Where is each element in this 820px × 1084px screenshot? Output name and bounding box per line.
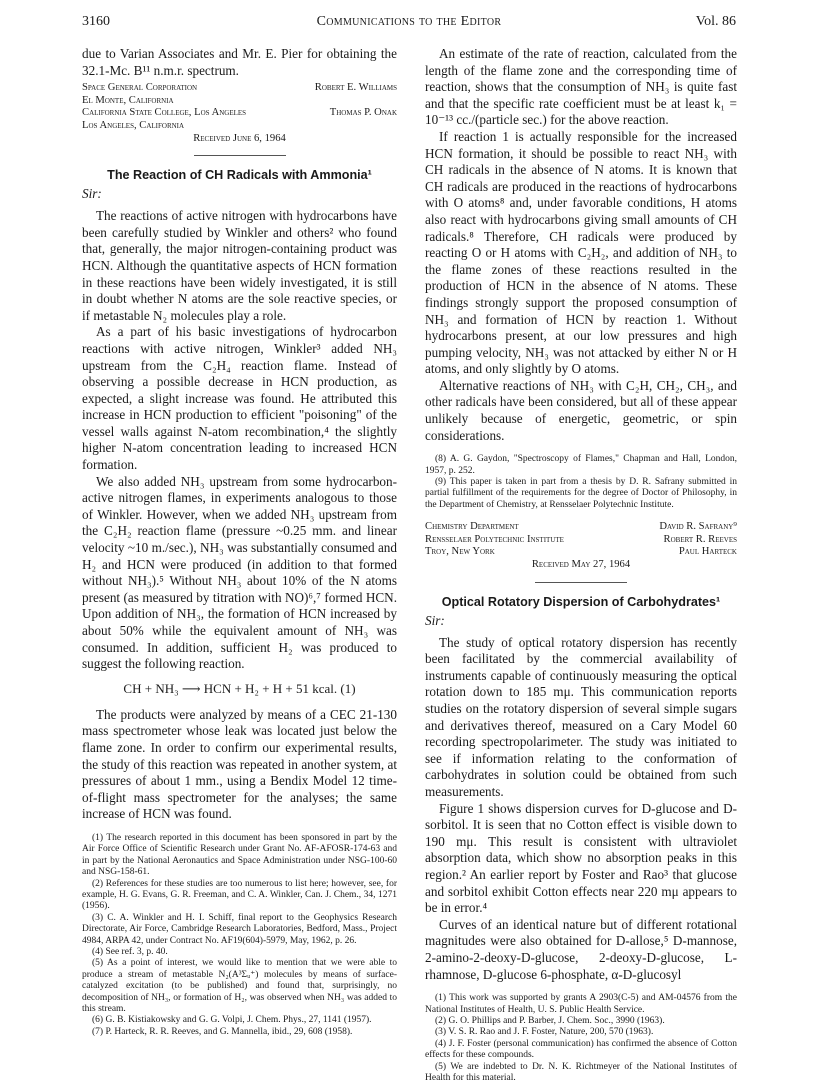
body-paragraph: Alternative reactions of NH₃ with C₂H, CH₂, CH₃, and other radicals have been considered, but all of these appear unlikely because of energetic, geometric, or spin considerations. <box>425 377 737 443</box>
body-paragraph: The study of optical rotatory dispersion has recently been facilitated by the commercial availability of instruments capable of continuously measuring the optical rotation down to 185 mμ. This communication reports studies on the rotatory dispersion of several simple sugars and derivatives thereof, measured on a Cary Model 60 recording spectropolarimeter. The study was initiated to see if information relating to the conformation of carbohydrates in solution could be obtained from such measurements. <box>425 634 737 799</box>
page-header <box>82 14 736 34</box>
footnote: (7) P. Harteck, R. R. Reeves, and G. Mannella, ibid., 29, 608 (1958). <box>92 1026 353 1037</box>
salutation: Sir: <box>82 186 102 202</box>
author-name: Robert E. Williams <box>314 82 397 94</box>
body-paragraph: If reaction 1 is actually responsible for the increased HCN formation, it should be possible to react NH₃ with CH radicals in the absence of N atoms. It is known that CH radicals are produced in the reactions of hydrocarbons with O atoms⁸ and, under favorable conditions, H atoms also react with hydrocarbons giving small amounts of CH radicals.⁸ Therefore, CH radicals were produced by reacting O or H atoms with C₂H₂, and addition of NH₃ to the flame zones of these reactions resulted in the production of HCN in the absence of N atoms. These findings strongly support the proposed consumption of NH₃ and formation of HCN by reaction 1. Without hydrocarbons present, at our low pressures and high pumping velocity, NH₃ was not attacked by either N or H atoms, and only slightly by O atoms. <box>425 128 737 377</box>
footnote: (5) We are indebted to Dr. N. K. Richtmeyer of the National Institutes of Health for this material. <box>425 1061 737 1083</box>
affiliation-block-2 <box>425 521 737 571</box>
affiliation-org: Space General Corporation <box>82 82 198 94</box>
author-name: Robert R. Reeves <box>663 533 737 545</box>
footnote: (3) C. A. Winkler and H. I. Schiff, final report to the Geophysics Research Directorate, Air Force, Cambridge Research Laboratories, Bedford, Mass., Project 4984, ARPA 42, under Contract No. AF19(604)-5979, May, 1962, p. 26. <box>82 912 397 946</box>
footnote: (6) G. B. Kistiakowsky and G. G. Volpi, J. Chem. Phys., 27, 1141 (1957). <box>92 1015 372 1026</box>
footnote: (4) See ref. 3, p. 40. <box>92 947 168 957</box>
affiliation-city: El Monte, California <box>82 94 174 106</box>
page-number: 3160 <box>82 14 110 29</box>
footnote: (8) A. G. Gaydon, "Spectroscopy of Flames," Chapman and Hall, London, 1957, p. 252. <box>425 454 737 476</box>
footnotes <box>82 833 397 1038</box>
footnote: (4) J. F. Foster (personal communication) has confirmed the absence of Cotton effects for these compounds. <box>425 1038 737 1061</box>
section-divider <box>535 582 627 583</box>
left-column <box>82 46 397 1038</box>
acknowledgment-paragraph: due to Varian Associates and Mr. E. Pier for obtaining the 32.1-Mc. B¹¹ n.m.r. spectrum. <box>82 46 397 78</box>
affiliation-org: California State College, Los Angeles <box>82 107 247 119</box>
body-paragraph: Curves of an identical nature but of different rotational magnitudes were also obtained for D-allose,⁵ D-mannose, 2-amino-2-deoxy-D-glucose, 2-deoxy-D-glucose, L-rhamnose, D-glucose 6-phosphate, α-D-glucosyl <box>425 916 737 982</box>
salutation: Sir: <box>425 612 445 628</box>
body-paragraph: As a part of his basic investigations of hydrocarbon reactions with active nitrogen, Winkler³ added NH₃ upstream from the C₂H₄ reaction flame. Instead of observing a possible decrease in HCN production, as expected, a slight increase was found. He attributed this increase in HCN production to efficient "poisoning" of the vessel walls against N-atom recombination,⁴ the slightly higher N-atom concentration leading to increased HCN formation. <box>82 324 397 473</box>
article-title: Optical Rotatory Dispersion of Carbohydrates¹ <box>441 594 721 609</box>
footnotes <box>425 993 737 1084</box>
footnote: (2) G. O. Phillips and P. Barber, J. Chem. Soc., 3990 (1963). <box>435 1015 665 1026</box>
footnote: (5) As a point of interest, we would like to mention that we were able to produce a stream of metastable N₂(A³Σᵤ⁺) molecules by means of surface-catalyzed excitation (to be published) and found that, surprisingly, no decomposition of NH₃, or formation of H₂, was observed when NH₃ was added to this stream. <box>82 958 397 1015</box>
affiliation-block-1 <box>82 82 397 145</box>
footnote: (1) The research reported in this document has been sponsored in part by the Air Force Office of Scientific Research under Grant No. AF-AFOSR-174-63 and in part by the National Aeronautics and Space Administration under NSG-100-60 and NSG-158-61. <box>82 832 397 878</box>
body-paragraph: An estimate of the rate of reaction, calculated from the length of the flame zone and the corresponding time of reaction, shows that the consumption of NH₃ is quite fast and that the specific rate coefficient must be at least k₁ = 10⁻¹³ cc./(particle sec.) for the above reaction. <box>425 46 737 128</box>
reaction-equation: CH + NH₃ ⟶ HCN + H₂ + H + 51 kcal. (1) <box>123 680 356 696</box>
footnotes <box>425 454 737 511</box>
affiliation-org: Chemistry Department <box>425 521 519 533</box>
footnote: (3) V. S. R. Rao and J. F. Foster, Nature, 200, 570 (1963). <box>435 1027 654 1038</box>
running-title: Communications to the Editor <box>316 14 502 29</box>
author-name: Paul Harteck <box>678 546 737 558</box>
footnote: (2) References for these studies are too numerous to list here; however, see, for example, H. G. Evans, G. R. Freeman, and C. A. Winkler, Can. J. Chem., 34, 1271 (1956). <box>82 878 397 912</box>
received-date: Received June 6, 1964 <box>193 132 286 144</box>
affiliation-city: Los Angeles, California <box>82 119 185 131</box>
section-divider <box>194 155 286 156</box>
body-paragraph: Figure 1 shows dispersion curves for D-glucose and D-sorbitol. It is seen that no Cotton effect is visible down to 190 mμ. This result is consistent with ultraviolet absorption data, which show no absorption peaks in this region.² An earlier report by Foster and Rao³ that glucose and sorbitol exhibit Cotton effects near 220 mμ appears to be in error.⁴ <box>425 800 737 916</box>
received-date: Received May 27, 1964 <box>531 559 631 571</box>
article-title: The Reaction of CH Radicals with Ammonia¹ <box>107 168 372 183</box>
affiliation-city: Troy, New York <box>425 546 495 558</box>
body-paragraph: We also added NH₃ upstream from some hydrocarbon-active nitrogen flames, in experiments analogous to those of Winkler. However, when we added NH₃ upstream from the C₂H₂ reaction flame (pressure ~0.25 mm. and linear velocity ~10 m./sec.), NH₃ was substantially consumed and H₂ and HCN were produced (in addition to that formed without NH₃).⁵ Without NH₃ about 10% of the N atoms present (as measured by titration with NO)⁶,⁷ formed HCN. Upon addition of NH₃, the formation of HCN increased by about 50% while the equivalent amount of NH₃ was consumed. In addition, sufficient H₂ was produced to suggest the following reaction. <box>82 473 397 672</box>
volume-label: Vol. 86 <box>695 14 736 29</box>
right-column <box>425 46 737 1084</box>
affiliation-org: Rensselaer Polytechnic Institute <box>425 533 564 545</box>
footnote: (9) This paper is taken in part from a thesis by D. R. Safrany submitted in partial fulfillment of the requirements for the degree of Doctor of Philosophy, in the Department of Chemistry, at Rensselaer Polytechnic Institute. <box>425 477 737 510</box>
body-paragraph: The reactions of active nitrogen with hydrocarbons have been carefully studied by Winkler and others² who found that, generally, the major nitrogen-containing product was HCN. Although the quantitative aspects of HCN formation in these reactions have been widely investigated, it is still in doubt whether N atoms are the sole reactive species, or if metastable N₂ molecules play a role. <box>82 208 397 323</box>
body-paragraph: The products were analyzed by means of a CEC 21-130 mass spectrometer whose leak was located just below the flame zone. In order to confirm our experimental results, the study of this reaction was repeated in another system, at pressures of about 1 mm., using a Bendix Model 12 time-of-flight mass spectrometer for the analyses; the same increase of HCN was found. <box>82 706 397 822</box>
footnote: (1) This work was supported by grants A 2903(C-5) and AM-04576 from the National Institutes of Health, U. S. Public Health Service. <box>425 993 737 1015</box>
author-name: David R. Safrany⁹ <box>659 521 737 533</box>
author-name: Thomas P. Onak <box>329 107 397 119</box>
